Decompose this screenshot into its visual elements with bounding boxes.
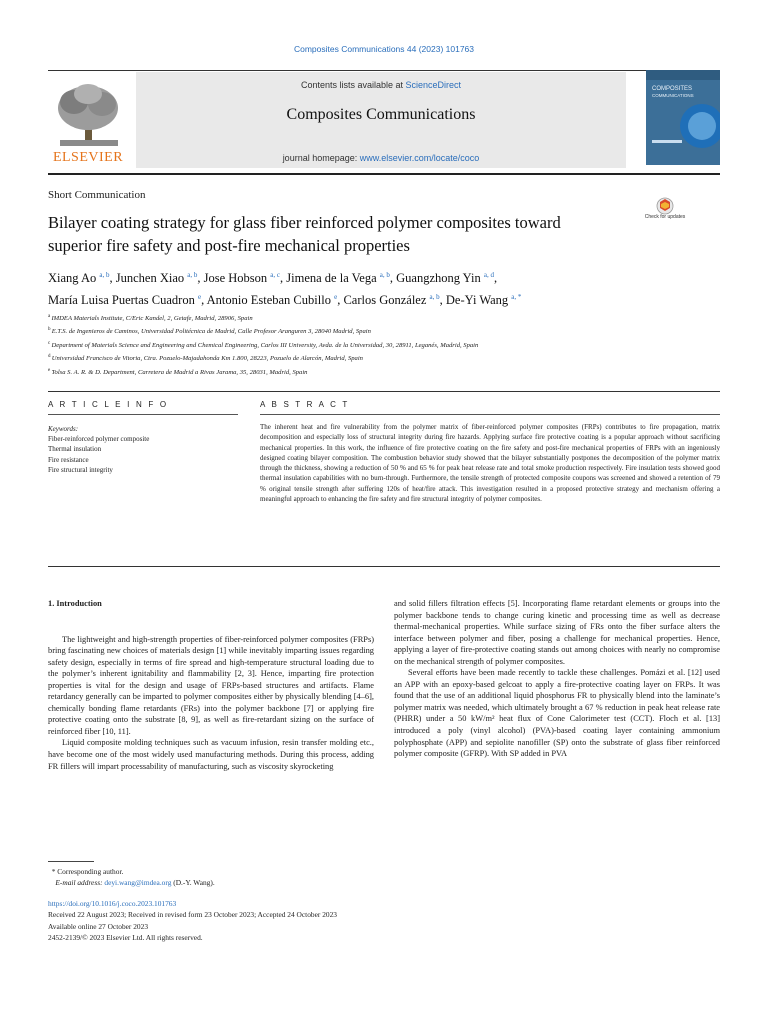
corresponding-note: * Corresponding author. bbox=[48, 867, 124, 876]
body-right-column bbox=[394, 598, 720, 760]
article-type: Short Communication bbox=[48, 189, 146, 201]
copyright: 2452-2139/© 2023 Elsevier Ltd. All rights reserved. bbox=[48, 933, 203, 943]
author-name[interactable]: María Luisa Puertas Cuadron $^e$ bbox=[48, 293, 202, 308]
author-name[interactable]: Junchen Xiao $^{a, b}$ bbox=[115, 271, 198, 286]
journal-cover-image[interactable] bbox=[646, 70, 720, 165]
email-link[interactable]: deyi.wang@imdea.org bbox=[104, 878, 172, 888]
elsevier-wordmark: ELSEVIER bbox=[52, 150, 124, 165]
sciencedirect-link[interactable]: ScienceDirect bbox=[405, 80, 462, 90]
affiliation-item: $^d$ Universidad Francisco de Vitoria, Ctra. Pozuelo-Majadahonda Km 1.800, 28223, Pozuelo de Alarcón, Madrid, Spain bbox=[48, 354, 363, 363]
author-list: Xiang Ao $^{a, b}$, Junchen Xiao $^{a, b}$, Jose Hobson $^{a, c}$, Jimena de la Vega $^{a, b}$, Guangzhong Yin $^{a, d}$, María Luisa Puertas Cuadron $^e$, Antonio Esteban Cubillo $^e$, Carlos González $^{a, b}$, De-Yi Wang $^{a, *}$ bbox=[48, 271, 522, 308]
publication-info bbox=[48, 898, 648, 944]
footnote-rule bbox=[48, 861, 94, 862]
abstract-text: The inherent heat and fire vulnerability from the polymer matrix of fiber-reinforced polymer composites (FRPs) contributes to fire propagation, matrix decomposition and especially loss of structural integrity during fire hazards. Applying surface fire protective coating is a popular approach without sacrificing mechanical properties. In this work, the influence of fire protective coating on the fire safety and post-fire mechanical properties of FRPs with an ingeniously designed coating bilayer composition. The combustion behavior study showed that the bilayer substantially postpones the decomposition of the polymer matrix through the thickness, showing a reduction of 50 % and 65 % for peak heat release rate and total smoke production respectively. Fire insulation tests showed good thermal insulation capabilities with no burn-through. Furthermore, the tensile strength of protected composite coupons was screened and showed a retention of 79 % original tensile strength after suffering 120s of heat/fire attack. This investigation resulted in a proposed protective strategy and mechanism offering a meaningful approach to enhancing the fire safety and fire structural integrity of polymer composites. bbox=[260, 423, 720, 504]
journal-name: Composites Communications bbox=[286, 106, 476, 123]
author-name[interactable]: De-Yi Wang $^{a, *}$ bbox=[445, 293, 522, 308]
abstract-rule bbox=[260, 414, 720, 415]
svg-text:COMMUNICATIONS: COMMUNICATIONS bbox=[652, 93, 694, 98]
keywords-label: Keywords: bbox=[48, 425, 79, 433]
article-title: Bilayer coating strategy for glass fiber reinforced polymer composites toward superior fire safety and post-fire mechanical properties bbox=[48, 213, 561, 255]
info-top-rule bbox=[48, 391, 720, 392]
check-for-updates-icon[interactable] bbox=[648, 196, 682, 230]
article-info-heading: A R T I C L E I N F O bbox=[48, 400, 169, 409]
body-paragraph: and solid fillers filtration effects [5]. Incorporating flame retardant elements or groups into the polymer backbone tends to change curing kinetic and processing time as well as decrease thermal-mechanical properties. While surface sizing of FRs onto the fiber surface alters the interface between polymer and fiber, posing a challenge for mechanical properties. Hence, applying a layer of fire-protective coating stands out among choices with nearly no compromise on the mechanical strength of polymer composites. bbox=[394, 599, 720, 666]
affiliation-item: $^b$ E.T.S. de Ingenieros de Caminos, Universidad Politécnica de Madrid, Calle Profesor Aranguren 3, 28040 Madrid, Spain bbox=[48, 327, 371, 336]
footnotes bbox=[48, 866, 648, 889]
body-left-column bbox=[48, 598, 374, 772]
author-affiliation-mark[interactable]: a, * bbox=[511, 293, 522, 302]
author-affiliation-mark[interactable]: e bbox=[197, 293, 202, 302]
body-paragraph: Liquid composite molding techniques such as vacuum infusion, resin transfer molding etc., have become one of the most widely used manufacturing methods. During this process, adding FR fillers will impart processability of manufacturing, such as viscosity skyrocketing bbox=[48, 738, 374, 771]
online-date: Available online 27 October 2023 bbox=[48, 921, 149, 931]
keyword-item: Fire structural integrity bbox=[48, 465, 113, 474]
author-name[interactable]: Carlos González $^{a, b}$ bbox=[343, 293, 440, 308]
article-info-rule bbox=[48, 414, 238, 415]
banner-bottom-rule bbox=[48, 173, 720, 175]
email-note: E-mail address: deyi.wang@imdea.org (D.-Y. Wang). bbox=[55, 878, 215, 888]
author-affiliation-mark[interactable]: e bbox=[334, 293, 338, 302]
affiliation-item: $^a$ IMDEA Materials Institute, C/Eric Kandel, 2, Getafe, Madrid, 28906, Spain bbox=[48, 314, 253, 323]
affiliation-item: $^e$ Tolsa S. A. R. & D. Department, Carretera de Madrid a Rivas Jarama, 35, 28031, Madrid, Spain bbox=[48, 367, 308, 376]
author-name[interactable]: Xiang Ao $^{a, b}$ bbox=[48, 271, 110, 286]
keyword-item: Fiber-reinforced polymer composite bbox=[48, 435, 150, 444]
author-name[interactable]: Guangzhong Yin $^{a, d}$ bbox=[396, 271, 494, 286]
svg-text:COMPOSITES: COMPOSITES bbox=[652, 86, 693, 92]
author-affiliation-mark[interactable]: a, b bbox=[379, 271, 390, 279]
check-for-updates-label: Check for updates bbox=[644, 214, 686, 220]
keyword-item: Fire resistance bbox=[48, 455, 89, 464]
homepage-link[interactable]: www.elsevier.com/locate/coco bbox=[359, 153, 480, 163]
author-name[interactable]: Jimena de la Vega $^{a, b}$ bbox=[286, 271, 390, 286]
keywords-block bbox=[48, 424, 248, 475]
banner-top-rule bbox=[48, 70, 720, 71]
affiliation-list bbox=[48, 311, 688, 378]
body-paragraph: Several efforts have been made recently to tackle these challenges. Pomázi et al. [12] used an APP with an epoxy-based gelcoat to apply a fire-protective coating layer on FRPs. It was found that the use of an additional liquid phosphorus FR to physically blend into the laminate’s polymer matrix was needed, which ultimately brought a 67 % reduction in peak heat release rate (PHRR) under a 50 kW/m² heat flux of Cone Calorimeter test (CCT). Floch et al. [13] introduced a poly (vinyl alcohol) (PVA)-based coating layer containing ammonium polyphosphate (APP) and sepiolite nanofiller (SP) onto the substrate of glass fiber reinforced polymer composite (GFRP). With SP added in PVA bbox=[394, 668, 720, 759]
author-affiliation-mark[interactable]: a, d bbox=[483, 271, 494, 279]
author-affiliation-mark[interactable]: a, b bbox=[429, 293, 440, 302]
author-affiliation-mark[interactable]: a, b bbox=[187, 271, 198, 279]
author-name[interactable]: Jose Hobson $^{a, c}$ bbox=[203, 271, 281, 286]
body-top-rule bbox=[48, 566, 720, 567]
author-name[interactable]: Antonio Esteban Cubillo $^e$ bbox=[206, 293, 338, 308]
abstract-heading: A B S T R A C T bbox=[260, 400, 350, 409]
affiliation-item: $^c$ Department of Materials Science and Engineering and Chemical Engineering, Carlos III University, Avda. de la Universidad, 30, 28911, Leganés, Madrid, Spain bbox=[48, 340, 479, 349]
body-paragraph: The lightweight and high-strength properties of fiber-reinforced polymer composites (FRPs) bring fascinating new choices of materials design [1] while inevitably imparting issues regarding safety design, especially in terms of fire spread and high-temperature structural loading due to the polymer’s inherent ignitability and flammability [2, 3]. Hence, imparting fire protection properties is vital for the design and usage of FRPs-based structures and artifacts. Flame retardancy generally can be imparted to polymer composites either by physically blending [4–6], chemically bonding flame retardants (FRs) into the polymer backbone [7] or applying fire protective coating onto the substrate [8, 9], as well as fire-retardant sizing on the surface of reinforced fiber [10, 11]. bbox=[48, 634, 374, 736]
journal-citation-link[interactable]: Composites Communications 44 (2023) 101763 bbox=[293, 44, 474, 54]
author-affiliation-mark[interactable]: a, c bbox=[270, 271, 281, 279]
keyword-item: Thermal insulation bbox=[48, 445, 102, 454]
author-affiliation-mark[interactable]: a, b bbox=[99, 271, 110, 279]
doi-link[interactable]: https://doi.org/10.1016/j.coco.2023.101763 bbox=[48, 899, 177, 908]
homepage-line: journal homepage: www.elsevier.com/locate/coco bbox=[282, 153, 480, 163]
contents-line: Contents lists available at ScienceDirect bbox=[300, 80, 462, 90]
received-dates: Received 22 August 2023; Received in revised form 23 October 2023; Accepted 24 October 2023 bbox=[48, 910, 337, 920]
section-heading: 1. Introduction bbox=[48, 599, 102, 608]
